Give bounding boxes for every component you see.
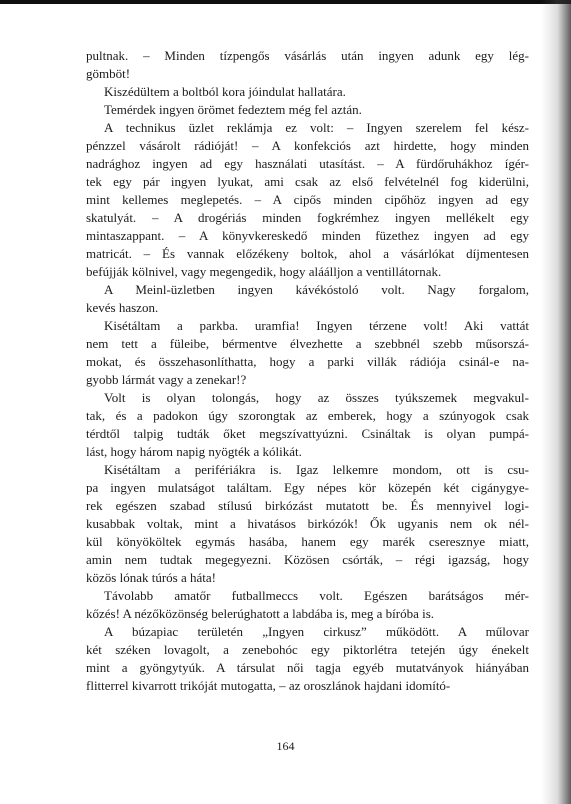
text-line: mokat, és összehasonlíthatta, hogy a parki villák rádiója csinál-e na-	[86, 354, 529, 369]
text-line: rek egészen szabad stílusú birkózást mutatott be. És mennyivel logi-	[86, 498, 529, 513]
text-line: Kisétáltam a parkba. uramfia! Ingyen térzene volt! Aki vattát	[104, 318, 529, 333]
paragraph-p7	[86, 389, 529, 461]
paragraph-p1	[86, 47, 529, 83]
text-line: pénzzel vásárolt rádióját! – A konfekciós azt hirdette, hogy minden	[86, 138, 529, 153]
text-line: kőzés! A nézőközönség belerúghatott a labdába is, meg a bíróba is.	[86, 606, 435, 621]
text-line: befújják kölnivel, vagy megengedik, hogy aláálljon a ventillátornak.	[86, 264, 442, 279]
text-line: pa ingyen mulatságot találtam. Egy népes kör közepén két cigánygye-	[86, 480, 529, 495]
text-line: A Meinl-üzletben ingyen kávékóstoló volt. Nagy forgalom,	[104, 282, 529, 297]
text-line: nem tett a füleibe, bérmentve élvezhette a szebbnél szebb műsorszá-	[86, 336, 529, 351]
text-line: nadrághoz ingyen ad egy használati utasítást. – A fürdőruhákhoz ígér-	[86, 156, 529, 171]
paragraph-p5	[86, 281, 529, 317]
text-line: A búzapiac területén „Ingyen cirkusz” működött. A műlovar	[104, 624, 529, 639]
text-line: tak, és a padokon úgy szorongtak az emberek, hogy a szúnyogok csak	[86, 408, 529, 423]
book-page-text	[86, 47, 529, 695]
text-line: amin nem tudtak megegyezni. Közösen csórták, – régi igazság, hogy	[86, 552, 529, 567]
text-line: mintaszappant. – A könyvkereskedő minden füzethez ingyen ad egy	[86, 228, 529, 243]
paragraph-p8	[86, 461, 529, 587]
text-line: gyobb lármát vagy a zenekar!?	[86, 372, 247, 387]
text-line: skatulyát. – A drogériás minden fogkrémhez ingyen mellékelt egy	[86, 210, 529, 225]
page-number: 164	[276, 739, 295, 753]
paragraph-p2	[86, 83, 529, 101]
text-line: Kisétáltam a perifériákra is. Igaz lelkemre mondom, ott is csu-	[104, 462, 529, 477]
text-line: mint kellemes meglepetés. – A cipős minden cipőhöz ingyen ad egy	[86, 192, 529, 207]
text-line: mint a gyöngytyúk. A társulat női tagja egyéb mutatványok hiányában	[86, 660, 529, 675]
scan-binding-shadow	[541, 0, 571, 804]
text-line: lást, hogy három napig nyögték a kólikát.	[86, 444, 302, 459]
text-line: Volt is olyan tolongás, hogy az összes tyúkszemek megvakul-	[104, 390, 529, 405]
text-line: kevés haszon.	[86, 300, 159, 315]
text-line: A technikus üzlet reklámja ez volt: – Ingyen szerelem fel kész-	[104, 120, 529, 135]
paragraph-p9	[86, 587, 529, 623]
text-line: pultnak. – Minden tízpengős vásárlás után ingyen adunk egy lég-	[86, 48, 529, 63]
paragraph-p4	[86, 119, 529, 281]
text-line: kusabbak voltak, mint a hivatásos birkózók! Ők ugyanis nem ok nél-	[86, 516, 529, 531]
paragraph-p6	[86, 317, 529, 389]
paragraph-p10	[86, 623, 529, 695]
paragraph-p3	[86, 101, 529, 119]
text-line: Távolabb amatőr futballmeccs volt. Egészen barátságos mér-	[104, 588, 529, 603]
scan-top-edge	[0, 0, 571, 4]
text-line: térdtől talpig tudták őket megszívattyúzni. Csináltak is olyan pumpá-	[86, 426, 529, 441]
text-line: Kiszédültem a boltból kora jóindulat hallatára.	[104, 84, 346, 99]
text-line: tek egy pár ingyen lyukat, ami csak az első felvételnél fog kiderülni,	[86, 174, 529, 189]
text-line: Temérdek ingyen örömet fedeztem még fel aztán.	[104, 102, 362, 117]
text-line: két széken lovagolt, a zenebohóc egy piktorlétra tetején úgy énekelt	[86, 642, 529, 657]
text-line: gömböt!	[86, 66, 131, 81]
text-line: kül könyököltek egymás hasába, hanem egy marék cseresznye miatt,	[86, 534, 529, 549]
text-line: matricát. – És vannak előzékeny boltok, ahol a vásárlókat díjmentesen	[86, 246, 529, 261]
text-line: közös lónak túrós a háta!	[86, 570, 216, 585]
text-line: flitterrel kivarrott trikóját mutogatta, – az oroszlánok hajdani idomító-	[86, 678, 451, 693]
